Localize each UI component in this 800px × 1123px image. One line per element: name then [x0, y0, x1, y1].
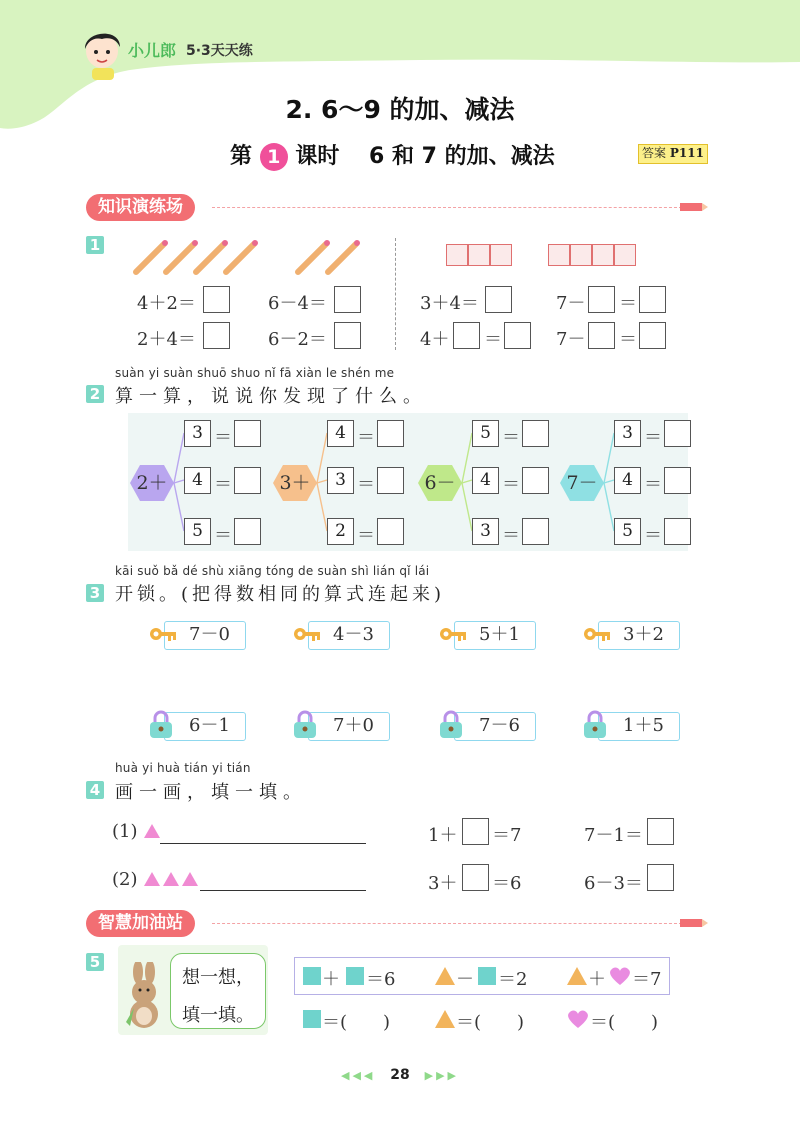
q3-lock-card-4[interactable]: 1＋5 [598, 712, 680, 741]
q5-r1-op2: － [456, 969, 474, 990]
q3-pinyin: kāi suǒ bǎ dé shù xiāng tóng de suàn shì lián qǐ lái [115, 564, 430, 578]
q2-number-box: 4 [327, 420, 354, 447]
q2-connector [604, 480, 614, 483]
lesson-suffix: 课时 [295, 144, 340, 169]
cubes-4-icon [548, 244, 636, 266]
q4-answer-box-3[interactable] [462, 864, 489, 891]
q1-answer-box-10[interactable] [588, 322, 615, 349]
q4-pinyin: huà yi huà tián yi tián [115, 761, 251, 775]
key-icon [582, 625, 612, 651]
page-footer [0, 1067, 800, 1083]
question-number-3: 3 [86, 584, 104, 602]
q2-answer-box[interactable] [234, 518, 261, 545]
q2-number-box: 4 [184, 467, 211, 494]
q2-number-box: 3 [472, 518, 499, 545]
q1-eq-8-pre: 7－ [556, 329, 586, 350]
question-number-5: 5 [86, 953, 104, 971]
q2-connector [174, 480, 184, 483]
q2-connector [462, 480, 472, 483]
q2-operator-2: 3＋ [279, 472, 311, 494]
q2-number-box: 5 [184, 518, 211, 545]
q2-answer-box[interactable] [664, 467, 691, 494]
q1-answer-box-5[interactable] [485, 286, 512, 313]
q1-answer-box-9[interactable] [504, 322, 531, 349]
q2-equals: ＝ [357, 525, 375, 546]
q2-operator-3: 6－ [424, 472, 456, 494]
q3-key-card-1[interactable]: 7－0 [164, 621, 246, 650]
q4-item-2-eq-a-pre: 3＋ [428, 873, 458, 894]
q2-connector [317, 480, 327, 483]
q2-equals: ＝ [357, 474, 375, 495]
q4-item-1-eq-a-pre: 1＋ [428, 825, 458, 846]
q3-prompt: 开锁。(把得数相同的算式连起来) [115, 584, 446, 605]
q2-equals: ＝ [644, 474, 662, 495]
q4-item-2-eq-b-pre: 6－3＝ [584, 873, 643, 894]
q4-item-1-eq-b-pre: 7－1＝ [584, 825, 643, 846]
lesson-title [230, 139, 555, 171]
q5-r1-res3: ＝7 [632, 969, 662, 990]
section-divider-2 [212, 923, 682, 924]
q2-number-box: 5 [614, 518, 641, 545]
q2-operator-4: 7－ [566, 472, 598, 494]
triangle-icon [143, 823, 161, 839]
q3-lock-card-3[interactable]: 7－6 [454, 712, 536, 741]
q3-lock-card-2[interactable]: 7＋0 [308, 712, 390, 741]
q1-divider [395, 238, 396, 350]
pencil-icon [680, 916, 708, 930]
triangle-icon [434, 966, 456, 986]
q2-number-box: 4 [614, 467, 641, 494]
rabbit-icon [120, 962, 172, 1032]
q2-answer-box[interactable] [522, 420, 549, 447]
question-number-4: 4 [86, 781, 104, 799]
lock-icon [582, 710, 608, 744]
square-icon [478, 967, 496, 985]
q4-item-2-label: (2) [112, 869, 138, 890]
q5-r1-op3: ＋ [588, 969, 606, 990]
q1-eq-2: 6－4＝ [268, 293, 327, 314]
q2-connector [174, 483, 184, 531]
q5-r1-res1: ＝6 [366, 969, 396, 990]
q4-item-2-eq-a-post: ＝6 [492, 873, 522, 894]
speech-line-1: 想一想， [182, 967, 254, 988]
square-icon [346, 967, 364, 985]
q3-key-card-3[interactable]: 5＋1 [454, 621, 536, 650]
q2-equals: ＝ [357, 427, 375, 448]
q1-answer-box-8[interactable] [453, 322, 480, 349]
q2-number-box: 2 [327, 518, 354, 545]
question-number-1: 1 [86, 236, 104, 254]
q2-equals: ＝ [644, 525, 662, 546]
q1-eq-7-pre: 4＋ [420, 329, 450, 350]
q2-answer-box[interactable] [234, 420, 261, 447]
q2-connector [317, 483, 327, 531]
q2-connector [174, 433, 184, 483]
boy-mascot-icon [80, 25, 126, 81]
triangle-icon [566, 966, 588, 986]
q2-prompt: 算一算，说说你发现了什么。 [115, 386, 427, 407]
q5-r1-res2: ＝2 [498, 969, 528, 990]
lesson-prefix: 第 [230, 144, 253, 169]
q4-answer-box-4[interactable] [647, 864, 674, 891]
q3-key-card-4[interactable]: 3＋2 [598, 621, 680, 650]
q2-answer-box[interactable] [522, 518, 549, 545]
q1-answer-box-3[interactable] [203, 322, 230, 349]
q2-number-box: 4 [472, 467, 499, 494]
q1-answer-box-6[interactable] [588, 286, 615, 313]
q2-number-box: 5 [472, 420, 499, 447]
q1-answer-box-7[interactable] [639, 286, 666, 313]
square-icon [303, 1010, 321, 1028]
cubes-3-icon [446, 244, 512, 266]
q5-r2-ans2[interactable]: ＝( ) [456, 1012, 525, 1033]
q2-answer-box[interactable] [664, 518, 691, 545]
q4-item-2-draw-line[interactable] [200, 890, 366, 891]
q2-equals: ＝ [502, 474, 520, 495]
q2-connector [462, 433, 472, 483]
lock-icon [292, 710, 318, 744]
lock-icon [148, 710, 174, 744]
lesson-number-badge: 1 [260, 143, 288, 171]
q2-answer-box[interactable] [377, 518, 404, 545]
triangle-icon [434, 1009, 456, 1029]
q2-equals: ＝ [644, 427, 662, 448]
q2-connector-lines [128, 413, 688, 551]
q2-equals: ＝ [502, 427, 520, 448]
q2-answer-box[interactable] [377, 467, 404, 494]
answer-page: P111 [669, 146, 704, 160]
section-header-challenge: 智慧加油站 [86, 910, 195, 937]
q2-equals: ＝ [214, 427, 232, 448]
q2-connector [604, 483, 614, 531]
heart-icon [608, 966, 632, 986]
q2-number-box: 3 [184, 420, 211, 447]
q1-answer-box-11[interactable] [639, 322, 666, 349]
q1-eq-7-mid: ＝ [484, 329, 502, 350]
q2-equals: ＝ [214, 525, 232, 546]
q1-eq-3: 2＋4＝ [137, 329, 196, 350]
q1-answer-box-2[interactable] [334, 286, 361, 313]
q1-eq-6-pre: 7－ [556, 293, 586, 314]
q2-equals: ＝ [502, 525, 520, 546]
q4-item-1-draw-line[interactable] [160, 843, 366, 844]
key-icon [438, 625, 468, 651]
q1-eq-6-mid: ＝ [619, 293, 637, 314]
page-number: 28 [390, 1067, 410, 1083]
q1-answer-box-4[interactable] [334, 322, 361, 349]
lock-icon [438, 710, 464, 744]
question-number-2: 2 [86, 385, 104, 403]
q4-item-1-label: (1) [112, 821, 138, 842]
q2-number-box: 3 [614, 420, 641, 447]
q5-r1-op1: ＋ [322, 969, 340, 990]
q5-r2-ans3[interactable]: ＝( ) [590, 1012, 659, 1033]
q2-connector [604, 433, 614, 483]
q2-answer-box[interactable] [377, 420, 404, 447]
key-icon [292, 625, 322, 651]
heart-icon [566, 1009, 590, 1029]
section-header-practice: 知识演练场 [86, 194, 195, 221]
q2-operator-1: 2＋ [136, 472, 168, 494]
lesson-topic: 6 和 7 的加、减法 [369, 144, 555, 169]
q2-answer-box[interactable] [234, 467, 261, 494]
answer-badge[interactable] [638, 144, 708, 164]
brand-logo: 小儿郎 [128, 41, 177, 60]
speech-line-2: 填一填。 [182, 1005, 254, 1026]
q2-equals: ＝ [214, 474, 232, 495]
q2-number-box: 3 [327, 467, 354, 494]
q4-prompt: 画一画，填一填。 [115, 782, 307, 803]
square-icon [303, 967, 321, 985]
q3-key-card-2[interactable]: 4－3 [308, 621, 390, 650]
q1-answer-box-1[interactable] [203, 286, 230, 313]
q4-item-1-eq-a-post: ＝7 [492, 825, 522, 846]
right-arrows-icon: ▶▶▶ [424, 1069, 459, 1082]
q2-connector [317, 433, 327, 483]
pencil-icon [680, 200, 708, 214]
q2-connector [462, 483, 472, 531]
book-series-label: 5·3天天练 [186, 43, 253, 59]
q4-answer-box-1[interactable] [462, 818, 489, 845]
left-arrows-icon: ◀◀◀ [340, 1069, 376, 1082]
triangles-3-icon [143, 871, 201, 887]
q2-answer-box[interactable] [664, 420, 691, 447]
q1-eq-8-mid: ＝ [619, 329, 637, 350]
key-icon [148, 625, 178, 651]
q5-r2-ans1[interactable]: ＝( ) [322, 1012, 391, 1033]
section-divider [212, 207, 682, 208]
q2-pinyin: suàn yi suàn shuō shuo nǐ fā xiàn le shén me [115, 366, 395, 380]
q1-eq-4: 6－2＝ [268, 329, 327, 350]
q1-eq-1: 4＋2＝ [137, 293, 196, 314]
q4-answer-box-2[interactable] [647, 818, 674, 845]
q2-answer-box[interactable] [522, 467, 549, 494]
pencils-group-4-icon [128, 238, 268, 278]
q1-eq-5: 3＋4＝ [420, 293, 479, 314]
page-title: 2. 6～9 的加、减法 [285, 95, 515, 124]
answer-label: 答案 [642, 146, 667, 160]
pencils-group-2-icon [290, 238, 370, 278]
q3-lock-card-1[interactable]: 6－1 [164, 712, 246, 741]
